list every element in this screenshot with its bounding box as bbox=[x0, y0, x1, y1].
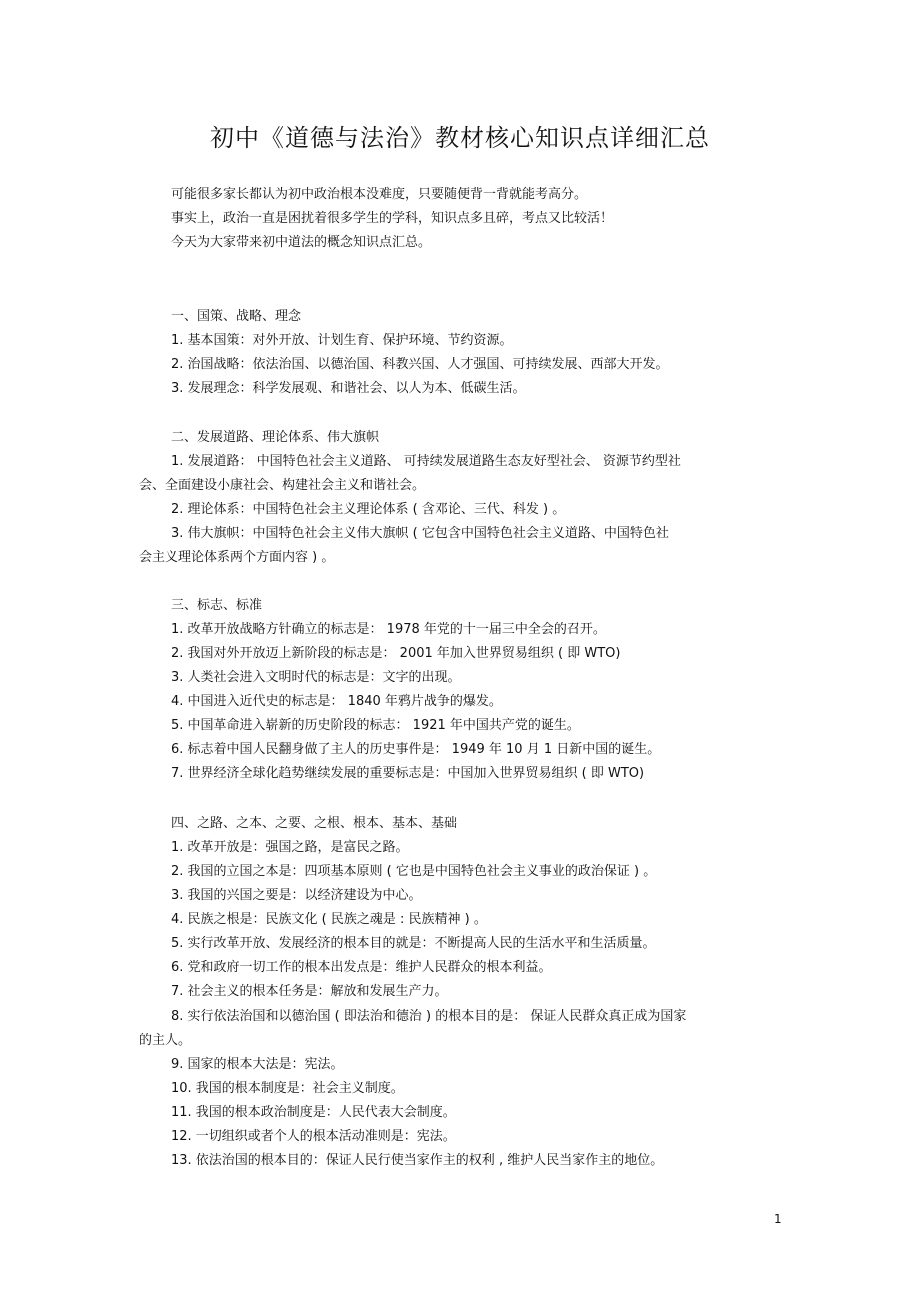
section-1-item-2: 2. 治国战略：依法治国、以德治国、科教兴国、人才强国、可持续发展、西部大开发。 bbox=[171, 357, 669, 372]
section-3-heading: 三、标志、标准 bbox=[171, 598, 263, 613]
section-4-item-10: 10. 我国的根本制度是：社会主义制度。 bbox=[171, 1081, 404, 1096]
section-4-item-5: 5. 实行改革开放、发展经济的根本目的就是：不断提高人民的生活水平和生活质量。 bbox=[171, 936, 656, 951]
section-3-item-5: 5. 中国革命进入崭新的历史阶段的标志： 1921 年中国共产党的诞生。 bbox=[171, 718, 580, 733]
section-3-item-1: 1. 改革开放战略方针确立的标志是： 1978 年党的十一届三中全会的召开。 bbox=[171, 622, 606, 637]
section-3-item-7: 7. 世界经济全球化趋势继续发展的重要标志是：中国加入世界贸易组织 ( 即 WTO) bbox=[171, 766, 645, 781]
section-4-item-4: 4. 民族之根是：民族文化 ( 民族之魂是 : 民族精神 ) 。 bbox=[171, 912, 487, 927]
section-3-item-2: 2. 我国对外开放迈上新阶段的标志是： 2001 年加入世界贸易组织 ( 即 WTO) bbox=[171, 646, 621, 661]
section-2-item-3: 3. 伟大旗帜：中国特色社会主义伟大旗帜 ( 它包含中国特色社会主义道路、中国特色社 bbox=[171, 526, 669, 541]
section-4-item-2: 2. 我国的立国之本是：四项基本原则 ( 它也是中国特色社会主义事业的政治保证 ) 。 bbox=[171, 864, 657, 879]
section-4-heading: 四、之路、之本、之要、之根、根本、基本、基础 bbox=[171, 816, 458, 831]
section-2-item-3-cont: 会主义理论体系两个方面内容 ) 。 bbox=[139, 550, 335, 565]
section-4-item-8-cont: 的主人。 bbox=[139, 1033, 192, 1048]
section-3-item-4: 4. 中国进入近代史的标志是： 1840 年鸦片战争的爆发。 bbox=[171, 694, 502, 709]
section-3-item-3: 3. 人类社会进入文明时代的标志是：文字的出现。 bbox=[171, 670, 461, 685]
section-2-heading: 二、发展道路、理论体系、伟大旗帜 bbox=[171, 430, 380, 445]
section-1-item-3: 3. 发展理念：科学发展观、和谐社会、以人为本、低碳生活。 bbox=[171, 381, 526, 396]
section-2-item-1: 1. 发展道路： 中国特色社会主义道路、 可持续发展道路生态友好型社会、 资源节约型社 bbox=[171, 454, 681, 469]
intro-line-3: 今天为大家带来初中道法的概念知识点汇总。 bbox=[171, 235, 432, 250]
section-4-item-6: 6. 党和政府一切工作的根本出发点是：维护人民群众的根本利益。 bbox=[171, 960, 552, 975]
section-2-item-2: 2. 理论体系：中国特色社会主义理论体系 ( 含邓论、三代、科发 ) 。 bbox=[171, 502, 566, 517]
section-4-item-9: 9. 国家的根本大法是：宪法。 bbox=[171, 1057, 344, 1072]
section-4-item-12: 12. 一切组织或者个人的根本活动准则是：宪法。 bbox=[171, 1129, 456, 1144]
page-number: 1 bbox=[774, 1212, 782, 1226]
section-3-item-6: 6. 标志着中国人民翻身做了主人的历史事件是： 1949 年 10 月 1 日新中国的诞生。 bbox=[171, 742, 661, 757]
section-4-item-1: 1. 改革开放是：强国之路，是富民之路。 bbox=[171, 840, 409, 855]
section-2-item-1-cont: 会、全面建设小康社会、构建社会主义和谐社会。 bbox=[139, 478, 426, 493]
intro-line-2: 事实上，政治一直是困扰着很多学生的学科，知识点多且碎，考点又比较活！ bbox=[171, 211, 614, 226]
section-4-item-3: 3. 我国的兴国之要是：以经济建设为中心。 bbox=[171, 888, 422, 903]
section-4-item-13: 13. 依法治国的根本目的：保证人民行使当家作主的权利 , 维护人民当家作主的地位。 bbox=[171, 1153, 664, 1168]
intro-line-1: 可能很多家长都认为初中政治根本没难度，只要随便背一背就能考高分。 bbox=[171, 187, 588, 202]
section-1-heading: 一、国策、战略、理念 bbox=[171, 309, 302, 324]
section-1-item-1: 1. 基本国策：对外开放、计划生育、保护环境、节约资源。 bbox=[171, 333, 513, 348]
section-4-item-8: 8. 实行依法治国和以德治国 ( 即法治和德治 ) 的根本目的是： 保证人民群众真正成为国家 bbox=[171, 1009, 687, 1024]
section-4-item-11: 11. 我国的根本政治制度是：人民代表大会制度。 bbox=[171, 1105, 456, 1120]
section-4-item-7: 7. 社会主义的根本任务是：解放和发展生产力。 bbox=[171, 984, 448, 999]
document-title: 初中《道德与法治》教材核心知识点详细汇总 bbox=[210, 124, 710, 152]
